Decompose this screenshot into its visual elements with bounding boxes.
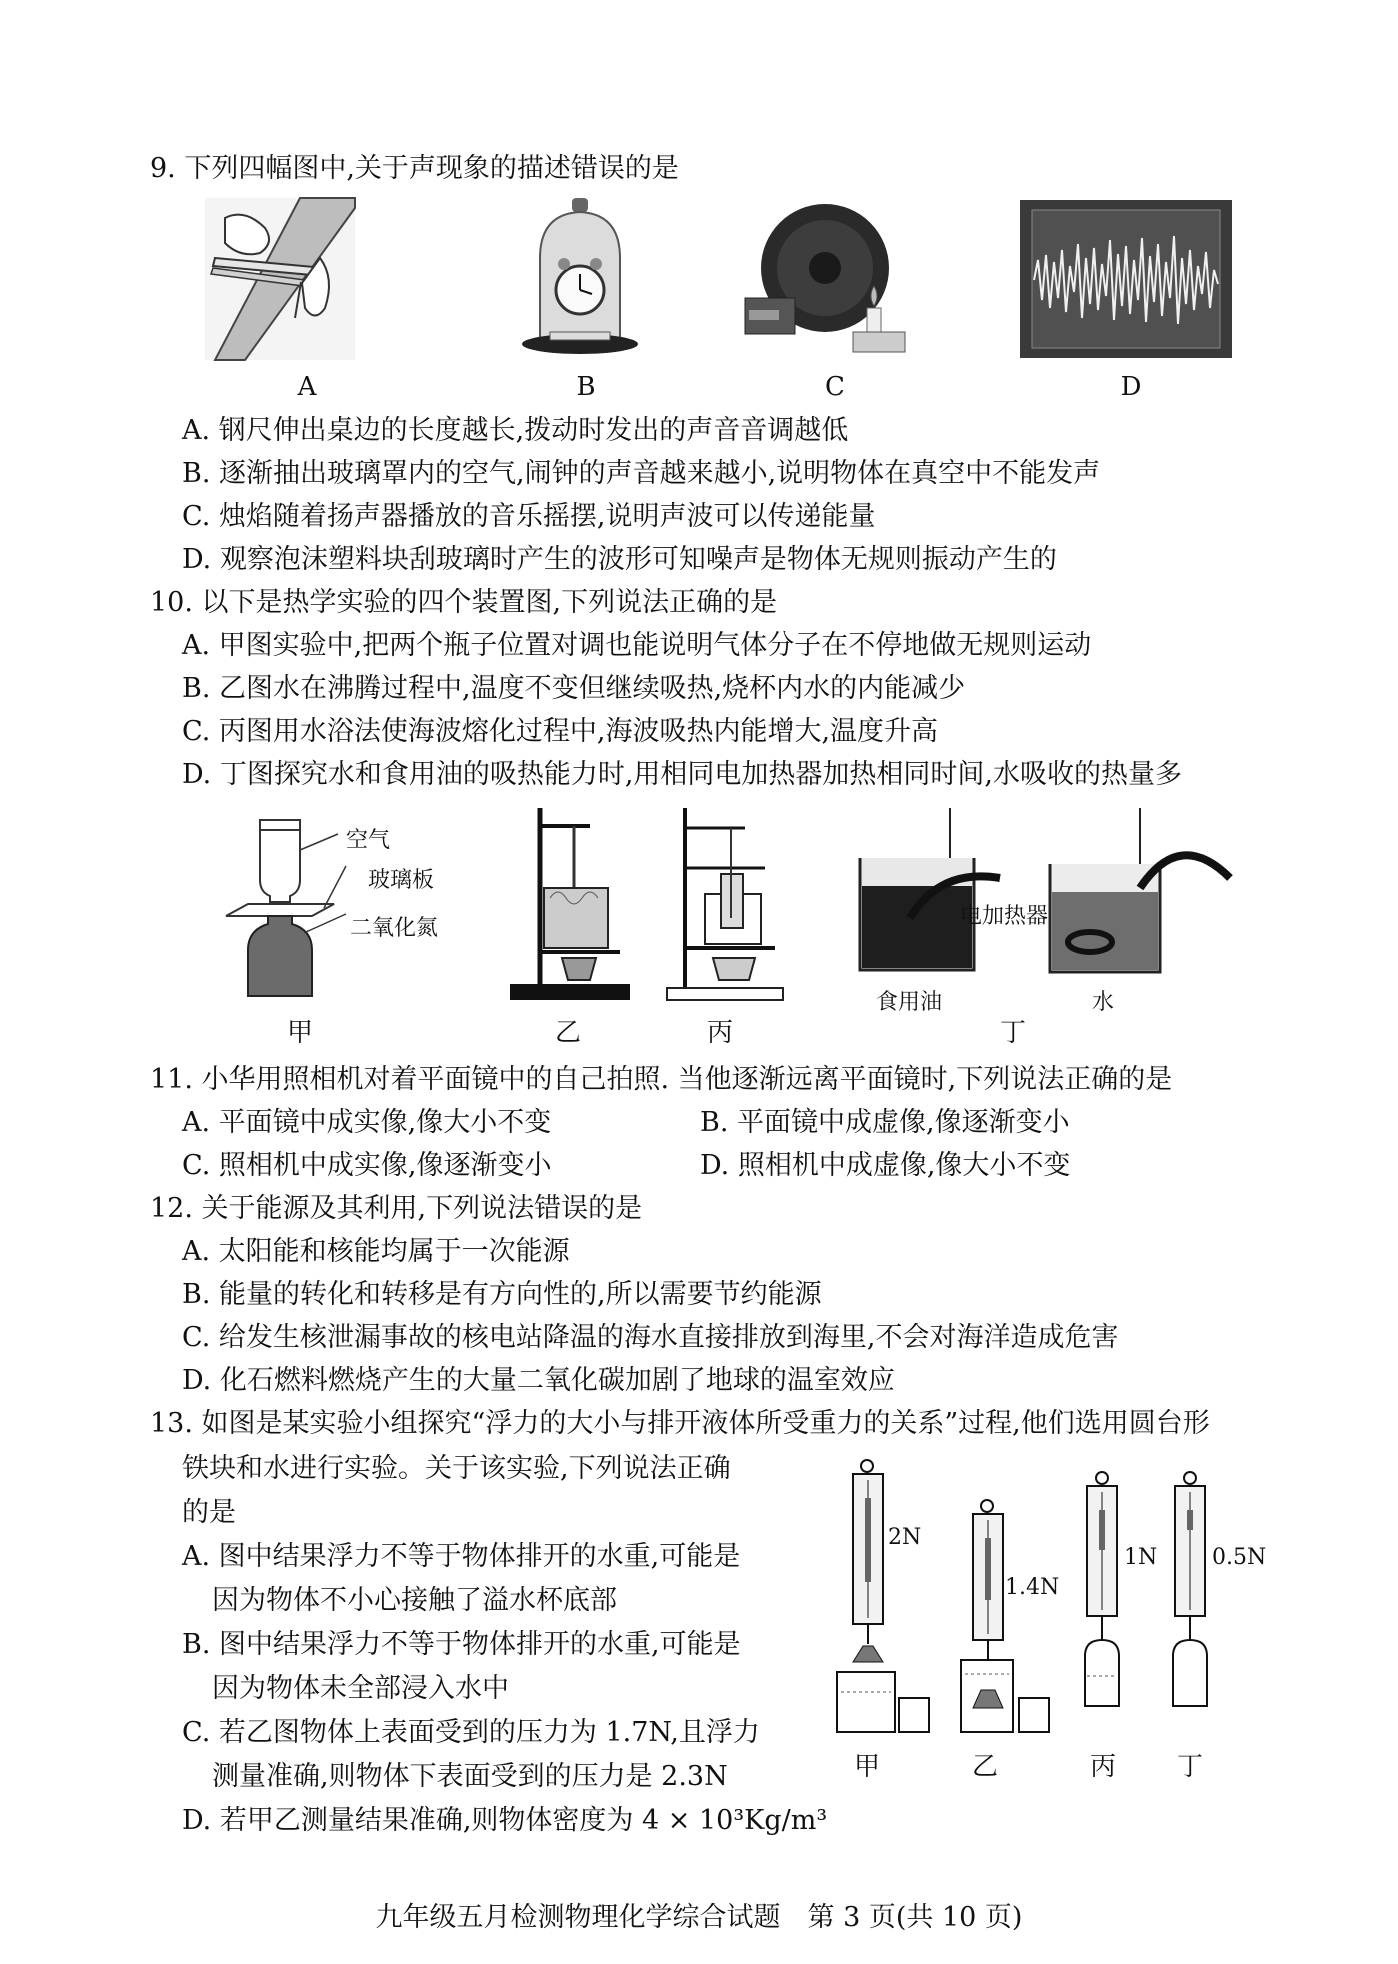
q12-stem: 12. 关于能源及其利用,下列说法错误的是	[150, 1193, 643, 1224]
q10-label-bing: 丙	[706, 1018, 733, 1048]
q12-option-a: A. 太阳能和核能均属于一次能源	[182, 1236, 570, 1267]
q11-stem: 11. 小华用照相机对着平面镜中的自己拍照. 当他逐渐远离平面镜时,下列说法正确的是	[150, 1064, 1173, 1095]
q9-label-d: D	[1120, 372, 1142, 402]
q13-stem-line1: 13. 如图是某实验小组探究“浮力的大小与排开液体所受重力的关系”过程,他们选用圆台形	[150, 1408, 1210, 1439]
q13-reading-bing: 1N	[1124, 1545, 1158, 1570]
q10-option-d: D. 丁图探究水和食用油的吸热能力时,用相同电加热器加热相同时间,水吸收的热量多	[182, 759, 1183, 790]
q12-option-b: B. 能量的转化和转移是有方向性的,所以需要节约能源	[182, 1279, 822, 1310]
q10-figure-jia-bottles	[220, 820, 340, 1005]
q9-option-a: A. 钢尺伸出桌边的长度越长,拨动时发出的声音音调越低	[182, 415, 849, 446]
q13-label-yi: 乙	[971, 1752, 998, 1782]
q9-option-b: B. 逐渐抽出玻璃罩内的空气,闹钟的声音越来越小,说明物体在真空中不能发声	[182, 458, 1101, 489]
page-footer: 九年级五月检测物理化学综合试题 第 3 页(共 10 页)	[375, 1902, 1023, 1933]
q13-stem-line2: 铁块和水进行实验。关于该实验,下列说法正确	[182, 1453, 731, 1484]
q13-reading-yi: 1.4N	[1005, 1575, 1060, 1600]
q10-figure-yi-boiling	[510, 808, 630, 1004]
q10-option-a: A. 甲图实验中,把两个瓶子位置对调也能说明气体分子在不停地做无规则运动	[182, 630, 1092, 661]
q10-annotation-heater: 电加热器	[960, 904, 1049, 929]
q13-option-a-line2: 因为物体不小心接触了溢水杯底部	[212, 1585, 617, 1616]
q13-figure-jia-spring-scale	[835, 1458, 935, 1748]
q13-stem-line3: 的是	[182, 1497, 236, 1528]
q13-figure-yi-spring-scale	[955, 1498, 1055, 1748]
q9-figure-c-speaker-candle	[745, 198, 920, 358]
q12-option-c: C. 给发生核泄漏事故的核电站降温的海水直接排放到海里,不会对海洋造成危害	[182, 1322, 1119, 1353]
q10-annotation-glass: 玻璃板	[368, 868, 435, 893]
q13-figure-bing-spring-scale	[1075, 1470, 1135, 1710]
q13-reading-jia: 2N	[888, 1525, 922, 1550]
q9-figure-b-bell-jar	[520, 198, 640, 358]
q9-label-c: C	[825, 372, 845, 402]
q10-label-ding: 丁	[999, 1018, 1026, 1048]
q11-option-c: C. 照相机中成实像,像逐渐变小	[182, 1150, 552, 1181]
q10-annotation-water: 水	[1092, 990, 1115, 1015]
q10-figure-ding-beakers	[850, 808, 1240, 984]
q10-annotation-air: 空气	[346, 828, 391, 853]
q10-figure-bing-water-bath	[665, 808, 785, 1004]
q13-label-ding: 丁	[1176, 1752, 1203, 1782]
q9-option-d: D. 观察泡沫塑料块刮玻璃时产生的波形可知噪声是物体无规则振动产生的	[182, 544, 1057, 575]
q9-label-a: A	[297, 372, 317, 402]
q9-stem: 9. 下列四幅图中,关于声现象的描述错误的是	[150, 153, 679, 184]
q9-figure-d-waveform	[1020, 200, 1232, 358]
q13-label-bing: 丙	[1089, 1752, 1116, 1782]
q10-label-jia: 甲	[286, 1018, 313, 1048]
q13-option-c-line1: C. 若乙图物体上表面受到的压力为 1.7N,且浮力	[182, 1717, 760, 1748]
q10-label-yi: 乙	[554, 1018, 581, 1048]
q13-option-d: D. 若甲乙测量结果准确,则物体密度为 4 × 10³Kg/m³	[182, 1805, 828, 1836]
q13-option-a-line1: A. 图中结果浮力不等于物体排开的水重,可能是	[182, 1541, 741, 1572]
q13-figure-ding-spring-scale	[1163, 1470, 1223, 1710]
q11-option-b: B. 平面镜中成虚像,像逐渐变小	[700, 1107, 1070, 1138]
q13-reading-ding: 0.5N	[1212, 1545, 1267, 1570]
q10-annotation-no2: 二氧化氮	[350, 916, 439, 941]
q10-option-c: C. 丙图用水浴法使海波熔化过程中,海波吸热内能增大,温度升高	[182, 716, 939, 747]
q12-option-d: D. 化石燃料燃烧产生的大量二氧化碳加剧了地球的温室效应	[182, 1365, 895, 1396]
q11-option-a: A. 平面镜中成实像,像大小不变	[182, 1107, 552, 1138]
q10-stem: 10. 以下是热学实验的四个装置图,下列说法正确的是	[150, 587, 778, 618]
q13-label-jia: 甲	[853, 1752, 880, 1782]
q10-option-b: B. 乙图水在沸腾过程中,温度不变但继续吸热,烧杯内水的内能减少	[182, 673, 966, 704]
q11-option-d: D. 照相机中成虚像,像大小不变	[700, 1150, 1071, 1181]
q9-label-b: B	[576, 372, 596, 402]
q13-option-b-line1: B. 图中结果浮力不等于物体排开的水重,可能是	[182, 1629, 741, 1660]
q9-figure-a-ruler	[205, 198, 355, 360]
q9-option-c: C. 烛焰随着扬声器播放的音乐摇摆,说明声波可以传递能量	[182, 501, 876, 532]
q13-option-b-line2: 因为物体未全部浸入水中	[212, 1673, 509, 1704]
q13-option-c-line2: 测量准确,则物体下表面受到的压力是 2.3N	[212, 1761, 728, 1792]
q10-annotation-oil: 食用油	[876, 990, 943, 1015]
